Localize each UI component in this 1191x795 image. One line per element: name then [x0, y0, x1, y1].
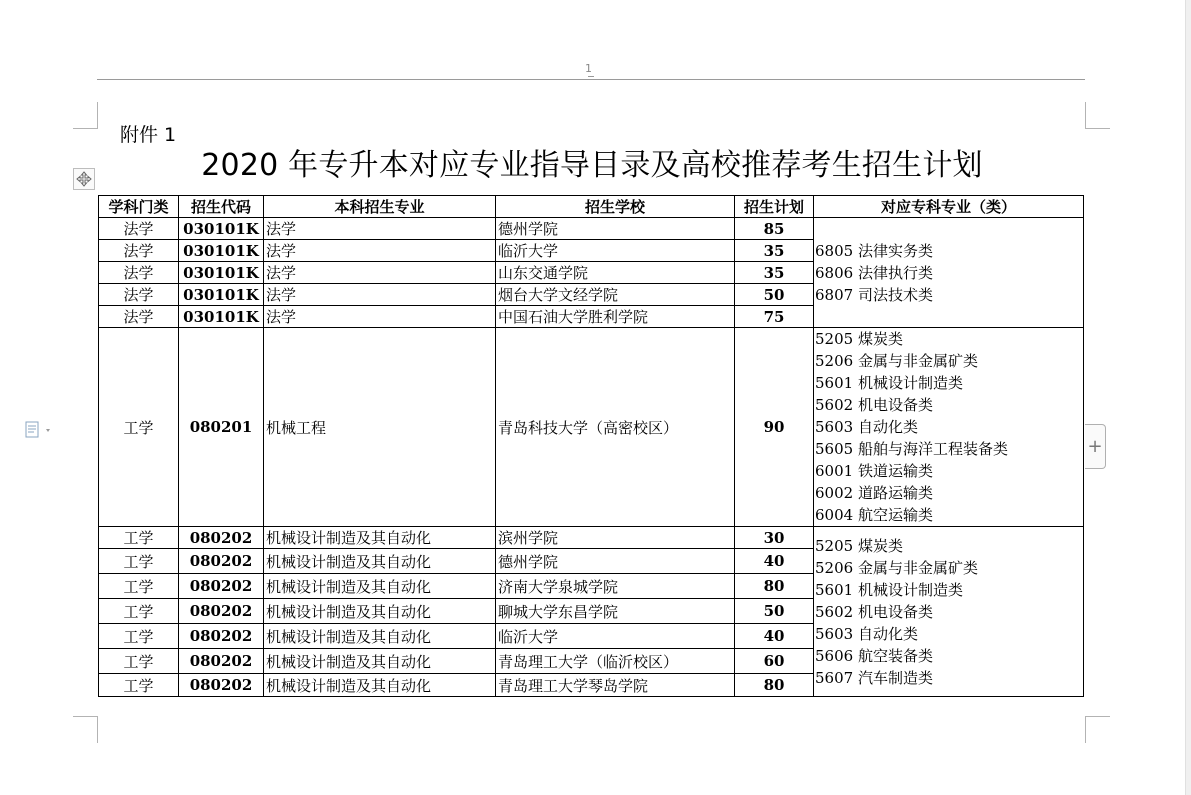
related-major-item: 5206 金属与非金属矿类 [815, 558, 978, 577]
cell-school: 德州学院 [496, 218, 735, 240]
cell-code: 080202 [179, 674, 264, 697]
cell-major: 机械设计制造及其自动化 [264, 574, 496, 599]
table-row [99, 218, 1084, 240]
header-school: 招生学校 [496, 196, 735, 218]
cell-school: 滨州学院 [496, 527, 735, 549]
related-major-item: 5601 机械设计制造类 [815, 374, 963, 392]
related-major-item: 6002 道路运输类 [815, 484, 933, 502]
cell-category: 法学 [99, 240, 179, 262]
cell-code: 080202 [179, 549, 264, 574]
cell-school: 德州学院 [496, 549, 735, 574]
related-major-item: 6004 航空运输类 [815, 506, 933, 524]
cell-code: 030101K [179, 284, 264, 306]
cell-school: 山东交通学院 [496, 262, 735, 284]
cell-school: 青岛理工大学（临沂校区） [496, 649, 735, 674]
cell-plan: 35 [735, 240, 814, 262]
cell-category: 法学 [99, 284, 179, 306]
related-major-item: 5602 机电设备类 [815, 602, 933, 621]
related-major-item: 5601 机械设计制造类 [815, 580, 963, 599]
margin-corner-bottom-left [73, 716, 98, 743]
cell-major: 机械设计制造及其自动化 [264, 624, 496, 649]
header-related-majors: 对应专科专业（类） [814, 196, 1084, 218]
cell-school: 中国石油大学胜利学院 [496, 306, 735, 328]
cell-major: 机械设计制造及其自动化 [264, 649, 496, 674]
cell-school: 济南大学泉城学院 [496, 574, 735, 599]
cell-major: 机械设计制造及其自动化 [264, 527, 496, 549]
cell-code: 080202 [179, 574, 264, 599]
related-major-item: 5603 自动化类 [815, 418, 918, 436]
table-header-row [99, 196, 1084, 218]
cell-school: 聊城大学东昌学院 [496, 599, 735, 624]
related-major-item: 5206 金属与非金属矿类 [815, 352, 978, 370]
related-major-item: 6805 法律实务类 [815, 241, 933, 260]
cell-plan: 30 [735, 527, 814, 549]
enrollment-plan-table [98, 195, 1084, 697]
margin-corner-bottom-right [1085, 716, 1110, 743]
margin-corner-top-right [1085, 102, 1110, 129]
cell-category: 工学 [99, 624, 179, 649]
cell-plan: 40 [735, 624, 814, 649]
cell-category: 工学 [99, 549, 179, 574]
cell-code: 080202 [179, 527, 264, 549]
cell-plan: 50 [735, 284, 814, 306]
cell-code: 030101K [179, 262, 264, 284]
document-title: 2020 年专升本对应专业指导目录及高校推荐考生招生计划 [201, 148, 983, 183]
cell-plan: 40 [735, 549, 814, 574]
cell-major: 机械设计制造及其自动化 [264, 549, 496, 574]
cell-plan: 90 [735, 328, 814, 527]
related-major-item: 5605 船舶与海洋工程装备类 [815, 440, 1008, 458]
cell-plan: 60 [735, 649, 814, 674]
cell-school: 临沂大学 [496, 240, 735, 262]
cell-major: 法学 [264, 262, 496, 284]
related-major-item: 6001 铁道运输类 [815, 462, 933, 480]
cell-code: 030101K [179, 240, 264, 262]
cell-related-majors [814, 527, 1084, 697]
cell-major: 法学 [264, 218, 496, 240]
related-major-item: 6806 法律执行类 [815, 263, 933, 282]
cell-code: 030101K [179, 218, 264, 240]
page-number-underline [588, 76, 594, 77]
cell-category: 法学 [99, 218, 179, 240]
cell-code: 030101K [179, 306, 264, 328]
cell-major: 法学 [264, 306, 496, 328]
related-major-item: 5602 机电设备类 [815, 396, 933, 414]
cell-code: 080202 [179, 599, 264, 624]
cell-category: 工学 [99, 527, 179, 549]
document-options-icon[interactable] [24, 421, 52, 439]
related-major-item: 6807 司法技术类 [815, 285, 933, 304]
cell-plan: 80 [735, 574, 814, 599]
cell-school: 烟台大学文经学院 [496, 284, 735, 306]
cell-related-majors [814, 328, 1084, 527]
cell-code: 080201 [179, 328, 264, 527]
cell-category: 工学 [99, 574, 179, 599]
cell-category: 工学 [99, 674, 179, 697]
cell-school: 青岛科技大学（高密校区） [496, 328, 735, 527]
related-major-item: 5205 煤炭类 [815, 330, 903, 348]
margin-corner-top-left [73, 102, 98, 129]
cell-plan: 85 [735, 218, 814, 240]
cell-code: 080202 [179, 649, 264, 674]
table-body [99, 218, 1084, 697]
cell-category: 工学 [99, 599, 179, 624]
header-major: 本科招生专业 [264, 196, 496, 218]
cell-major: 机械设计制造及其自动化 [264, 599, 496, 624]
table-move-handle-icon[interactable] [73, 168, 95, 190]
cell-category: 工学 [99, 649, 179, 674]
related-major-item: 5606 航空装备类 [815, 646, 933, 665]
cell-category: 法学 [99, 262, 179, 284]
table-row [99, 328, 1084, 527]
cell-plan: 80 [735, 674, 814, 697]
related-major-item: 5603 自动化类 [815, 624, 918, 643]
related-major-item: 5205 煤炭类 [815, 536, 903, 555]
table-row [99, 527, 1084, 549]
cell-plan: 50 [735, 599, 814, 624]
vertical-scrollbar[interactable] [1185, 0, 1191, 795]
cell-code: 080202 [179, 624, 264, 649]
cell-plan: 75 [735, 306, 814, 328]
cell-plan: 35 [735, 262, 814, 284]
cell-school: 临沂大学 [496, 624, 735, 649]
cell-category: 法学 [99, 306, 179, 328]
header-category: 学科门类 [99, 196, 179, 218]
cell-major: 机械设计制造及其自动化 [264, 674, 496, 697]
add-row-icon[interactable]: + [1085, 424, 1106, 469]
cell-school: 青岛理工大学琴岛学院 [496, 674, 735, 697]
related-major-item: 5607 汽车制造类 [815, 668, 933, 687]
cell-major: 机械工程 [264, 328, 496, 527]
page-number: 1 [585, 62, 592, 75]
cell-category: 工学 [99, 328, 179, 527]
header-code: 招生代码 [179, 196, 264, 218]
attachment-label: 附件 1 [120, 124, 177, 146]
header-plan: 招生计划 [735, 196, 814, 218]
cell-major: 法学 [264, 240, 496, 262]
cell-major: 法学 [264, 284, 496, 306]
page-boundary-line [97, 79, 1085, 80]
cell-related-majors [814, 218, 1084, 328]
